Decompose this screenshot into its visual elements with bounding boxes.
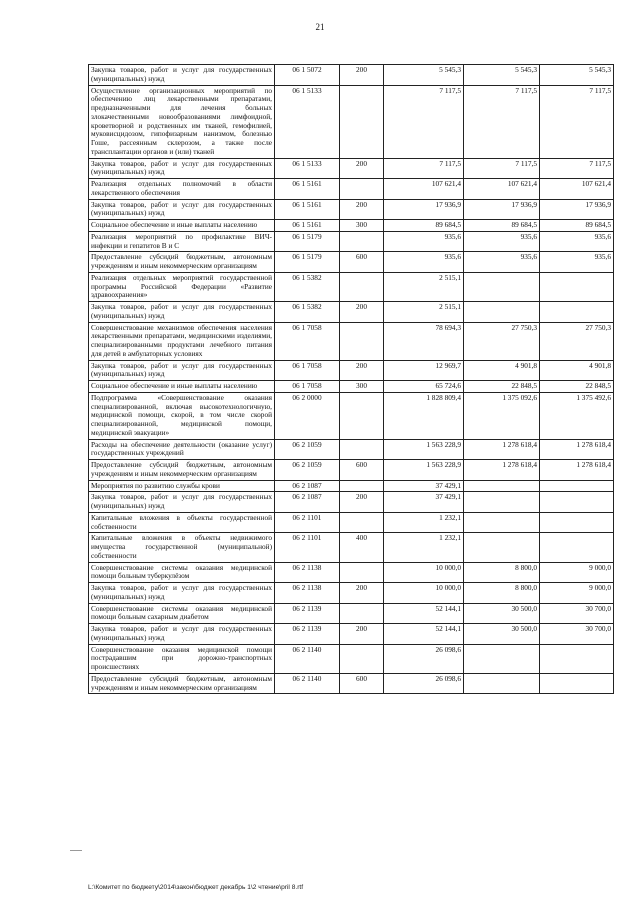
target-code-cell: 06 1 5072 <box>275 65 340 86</box>
amount-year1-cell: 37 429,1 <box>384 480 464 492</box>
table-row <box>89 583 614 604</box>
expense-type-cell: 200 <box>340 583 384 604</box>
row-name-cell: Совершенствование механизмов обеспечения населения лекарственными препаратами, медицинскими изделиями, специализированными продуктами лечебного питания для детей в амбулаторных условиях <box>89 322 275 360</box>
target-code-cell: 06 2 1101 <box>275 533 340 562</box>
row-name-cell: Совершенствование оказания медицинской помощи пострадавшим при дорожно-транспортных происшествиях <box>89 644 275 673</box>
row-name-cell: Капитальные вложения в объекты государственной собственности <box>89 512 275 533</box>
target-code-cell: 06 1 7058 <box>275 360 340 381</box>
table-row <box>89 381 614 393</box>
amount-year3-cell <box>540 673 614 694</box>
amount-year3-cell <box>540 302 614 323</box>
amount-year1-cell: 107 621,4 <box>384 179 464 200</box>
amount-year2-cell: 1 278 618,4 <box>464 460 540 481</box>
amount-year1-cell: 1 828 809,4 <box>384 392 464 439</box>
table-row <box>89 392 614 439</box>
table-row <box>89 492 614 513</box>
expense-type-cell <box>340 179 384 200</box>
amount-year2-cell: 8 800,0 <box>464 583 540 604</box>
amount-year2-cell: 5 545,3 <box>464 65 540 86</box>
expense-type-cell: 200 <box>340 360 384 381</box>
expense-type-cell: 200 <box>340 199 384 220</box>
amount-year2-cell: 1 278 618,4 <box>464 439 540 460</box>
row-name-cell: Осуществление организационных мероприятий по обеспечению лиц лекарственными препаратами, предназначенными для лечения больных злокачественными новообразованиями лимфоидной, кроветворной и родственных им тканей, гемофилией, муковисцидозом, гипофизарным нанизмом, болезнью Гоше, рассеянным склерозом, а также после трансплантации органов и (или) тканей <box>89 85 275 158</box>
target-code-cell: 06 1 5382 <box>275 272 340 301</box>
expense-type-cell <box>340 603 384 624</box>
amount-year3-cell: 1 278 618,4 <box>540 439 614 460</box>
amount-year2-cell: 7 117,5 <box>464 158 540 179</box>
table-body <box>89 65 614 694</box>
row-name-cell: Закупка товаров, работ и услуг для государственных (муниципальных) нужд <box>89 360 275 381</box>
expense-type-cell <box>340 480 384 492</box>
row-name-cell: Закупка товаров, работ и услуг для государственных (муниципальных) нужд <box>89 583 275 604</box>
expense-type-cell <box>340 85 384 158</box>
table-row <box>89 624 614 645</box>
row-name-cell: Закупка товаров, работ и услуг для государственных (муниципальных) нужд <box>89 158 275 179</box>
table-row <box>89 252 614 273</box>
amount-year3-cell: 7 117,5 <box>540 158 614 179</box>
row-name-cell: Совершенствование системы оказания медицинской помощи больным сахарным диабетом <box>89 603 275 624</box>
table-row <box>89 272 614 301</box>
target-code-cell: 06 2 1059 <box>275 439 340 460</box>
amount-year1-cell: 52 144,1 <box>384 603 464 624</box>
amount-year2-cell: 935,6 <box>464 231 540 252</box>
target-code-cell: 06 1 5133 <box>275 158 340 179</box>
row-name-cell: Предоставление субсидий бюджетным, автономным учреждениям и иным некоммерческим организациям <box>89 460 275 481</box>
expense-type-cell <box>340 439 384 460</box>
table-row <box>89 179 614 200</box>
amount-year3-cell: 1 375 492,6 <box>540 392 614 439</box>
amount-year3-cell: 22 848,5 <box>540 381 614 393</box>
target-code-cell: 06 2 1101 <box>275 512 340 533</box>
table-row <box>89 158 614 179</box>
amount-year3-cell <box>540 644 614 673</box>
table-row <box>89 322 614 360</box>
row-name-cell: Совершенствование системы оказания медицинской помощи больным туберкулёзом <box>89 562 275 583</box>
table-row <box>89 302 614 323</box>
amount-year3-cell: 17 936,9 <box>540 199 614 220</box>
amount-year1-cell: 17 936,9 <box>384 199 464 220</box>
amount-year3-cell: 107 621,4 <box>540 179 614 200</box>
target-code-cell: 06 2 1138 <box>275 562 340 583</box>
amount-year2-cell: 107 621,4 <box>464 179 540 200</box>
target-code-cell: 06 1 5161 <box>275 179 340 200</box>
amount-year3-cell <box>540 272 614 301</box>
amount-year2-cell: 30 500,0 <box>464 603 540 624</box>
amount-year1-cell: 935,6 <box>384 252 464 273</box>
row-name-cell: Социальное обеспечение и иные выплаты населению <box>89 220 275 232</box>
target-code-cell: 06 1 7058 <box>275 381 340 393</box>
amount-year2-cell <box>464 302 540 323</box>
amount-year1-cell: 1 563 228,9 <box>384 439 464 460</box>
amount-year2-cell: 17 936,9 <box>464 199 540 220</box>
amount-year1-cell: 935,6 <box>384 231 464 252</box>
amount-year2-cell <box>464 673 540 694</box>
table-row <box>89 360 614 381</box>
target-code-cell: 06 1 7058 <box>275 322 340 360</box>
amount-year1-cell: 65 724,6 <box>384 381 464 393</box>
amount-year1-cell: 26 098,6 <box>384 644 464 673</box>
amount-year2-cell: 27 750,3 <box>464 322 540 360</box>
expense-type-cell: 600 <box>340 673 384 694</box>
row-name-cell: Закупка товаров, работ и услуг для государственных (муниципальных) нужд <box>89 65 275 86</box>
target-code-cell: 06 1 5161 <box>275 199 340 220</box>
amount-year1-cell: 7 117,5 <box>384 85 464 158</box>
target-code-cell: 06 1 5179 <box>275 252 340 273</box>
expense-type-cell <box>340 562 384 583</box>
target-code-cell: 06 2 1138 <box>275 583 340 604</box>
amount-year2-cell <box>464 512 540 533</box>
table-row <box>89 231 614 252</box>
amount-year2-cell <box>464 272 540 301</box>
table-row <box>89 673 614 694</box>
row-name-cell: Реализация отдельных мероприятий государственной программы Российской Федерации «Развитие здравоохранения» <box>89 272 275 301</box>
amount-year1-cell: 26 098,6 <box>384 673 464 694</box>
amount-year2-cell: 1 375 092,6 <box>464 392 540 439</box>
row-name-cell: Реализация отдельных полномочий в области лекарственного обеспечения <box>89 179 275 200</box>
table-row <box>89 512 614 533</box>
amount-year1-cell: 10 000,0 <box>384 562 464 583</box>
amount-year2-cell <box>464 492 540 513</box>
target-code-cell: 06 2 1140 <box>275 673 340 694</box>
target-code-cell: 06 1 5382 <box>275 302 340 323</box>
amount-year3-cell: 935,6 <box>540 252 614 273</box>
table-row <box>89 220 614 232</box>
table-row <box>89 533 614 562</box>
row-name-cell: Закупка товаров, работ и услуг для государственных (муниципальных) нужд <box>89 302 275 323</box>
expense-type-cell <box>340 272 384 301</box>
row-name-cell: Реализация мероприятий по профилактике ВИЧ-инфекции и гепатитов В и С <box>89 231 275 252</box>
amount-year3-cell: 4 901,8 <box>540 360 614 381</box>
target-code-cell: 06 1 5133 <box>275 85 340 158</box>
amount-year2-cell: 935,6 <box>464 252 540 273</box>
row-name-cell: Предоставление субсидий бюджетным, автономным учреждениям и иным некоммерческим организациям <box>89 673 275 694</box>
expense-type-cell: 300 <box>340 381 384 393</box>
expense-type-cell: 400 <box>340 533 384 562</box>
expense-type-cell <box>340 231 384 252</box>
budget-table <box>88 64 614 694</box>
amount-year3-cell: 935,6 <box>540 231 614 252</box>
amount-year1-cell: 1 232,1 <box>384 533 464 562</box>
row-name-cell: Закупка товаров, работ и услуг для государственных (муниципальных) нужд <box>89 624 275 645</box>
table-row <box>89 460 614 481</box>
table-row <box>89 480 614 492</box>
footer-file-path: L:\Комитет по бюджету\2014\закон\бюджет декабрь 1\2 чтение\pril 8.rtf <box>88 884 304 891</box>
table-row <box>89 65 614 86</box>
amount-year3-cell: 1 278 618,4 <box>540 460 614 481</box>
amount-year3-cell: 9 000,0 <box>540 583 614 604</box>
amount-year1-cell: 12 969,7 <box>384 360 464 381</box>
row-name-cell: Закупка товаров, работ и услуг для государственных (муниципальных) нужд <box>89 492 275 513</box>
amount-year2-cell: 8 800,0 <box>464 562 540 583</box>
expense-type-cell <box>340 644 384 673</box>
amount-year1-cell: 1 563 228,9 <box>384 460 464 481</box>
table-row <box>89 85 614 158</box>
amount-year3-cell <box>540 512 614 533</box>
amount-year3-cell: 27 750,3 <box>540 322 614 360</box>
amount-year1-cell: 10 000,0 <box>384 583 464 604</box>
table-row <box>89 199 614 220</box>
amount-year1-cell: 2 515,1 <box>384 302 464 323</box>
row-name-cell: Предоставление субсидий бюджетным, автономным учреждениям и иным некоммерческим организациям <box>89 252 275 273</box>
target-code-cell: 06 2 1087 <box>275 492 340 513</box>
expense-type-cell: 300 <box>340 220 384 232</box>
amount-year2-cell: 7 117,5 <box>464 85 540 158</box>
expense-type-cell: 200 <box>340 158 384 179</box>
amount-year3-cell: 30 700,0 <box>540 603 614 624</box>
amount-year2-cell: 22 848,5 <box>464 381 540 393</box>
amount-year1-cell: 37 429,1 <box>384 492 464 513</box>
amount-year2-cell <box>464 480 540 492</box>
expense-type-cell: 600 <box>340 252 384 273</box>
amount-year3-cell <box>540 492 614 513</box>
target-code-cell: 06 2 0000 <box>275 392 340 439</box>
amount-year1-cell: 2 515,1 <box>384 272 464 301</box>
amount-year3-cell: 9 000,0 <box>540 562 614 583</box>
margin-mark <box>70 850 82 851</box>
row-name-cell: Социальное обеспечение и иные выплаты населению <box>89 381 275 393</box>
expense-type-cell <box>340 392 384 439</box>
target-code-cell: 06 2 1139 <box>275 603 340 624</box>
expense-type-cell: 200 <box>340 65 384 86</box>
amount-year1-cell: 1 232,1 <box>384 512 464 533</box>
amount-year2-cell: 89 684,5 <box>464 220 540 232</box>
target-code-cell: 06 2 1139 <box>275 624 340 645</box>
amount-year3-cell <box>540 480 614 492</box>
row-name-cell: Подпрограмма «Совершенствование оказания специализированной, включая высокотехнологичную, медицинской помощи, скорой, в том числе скорой специализированной, медицинской помощи, медицинской эвакуации» <box>89 392 275 439</box>
amount-year3-cell: 30 700,0 <box>540 624 614 645</box>
amount-year3-cell <box>540 533 614 562</box>
row-name-cell: Мероприятия по развитию службы крови <box>89 480 275 492</box>
amount-year1-cell: 5 545,3 <box>384 65 464 86</box>
target-code-cell: 06 2 1140 <box>275 644 340 673</box>
amount-year3-cell: 5 545,3 <box>540 65 614 86</box>
expense-type-cell: 200 <box>340 302 384 323</box>
expense-type-cell <box>340 322 384 360</box>
amount-year3-cell: 89 684,5 <box>540 220 614 232</box>
table-row <box>89 644 614 673</box>
table-row <box>89 603 614 624</box>
amount-year2-cell: 30 500,0 <box>464 624 540 645</box>
expense-type-cell <box>340 512 384 533</box>
page-number: 21 <box>315 22 325 32</box>
amount-year2-cell <box>464 533 540 562</box>
target-code-cell: 06 2 1059 <box>275 460 340 481</box>
target-code-cell: 06 1 5161 <box>275 220 340 232</box>
amount-year1-cell: 89 684,5 <box>384 220 464 232</box>
row-name-cell: Закупка товаров, работ и услуг для государственных (муниципальных) нужд <box>89 199 275 220</box>
amount-year1-cell: 7 117,5 <box>384 158 464 179</box>
target-code-cell: 06 1 5179 <box>275 231 340 252</box>
amount-year3-cell: 7 117,5 <box>540 85 614 158</box>
expense-type-cell: 200 <box>340 624 384 645</box>
expense-type-cell: 600 <box>340 460 384 481</box>
amount-year2-cell: 4 901,8 <box>464 360 540 381</box>
row-name-cell: Капитальные вложения в объекты недвижимого имущества государственной (муниципальной) собственности <box>89 533 275 562</box>
amount-year2-cell <box>464 644 540 673</box>
amount-year1-cell: 78 694,3 <box>384 322 464 360</box>
target-code-cell: 06 2 1087 <box>275 480 340 492</box>
amount-year1-cell: 52 144,1 <box>384 624 464 645</box>
table-row <box>89 562 614 583</box>
expense-type-cell: 200 <box>340 492 384 513</box>
table-row <box>89 439 614 460</box>
row-name-cell: Расходы на обеспечение деятельности (оказание услуг) государственных учреждений <box>89 439 275 460</box>
